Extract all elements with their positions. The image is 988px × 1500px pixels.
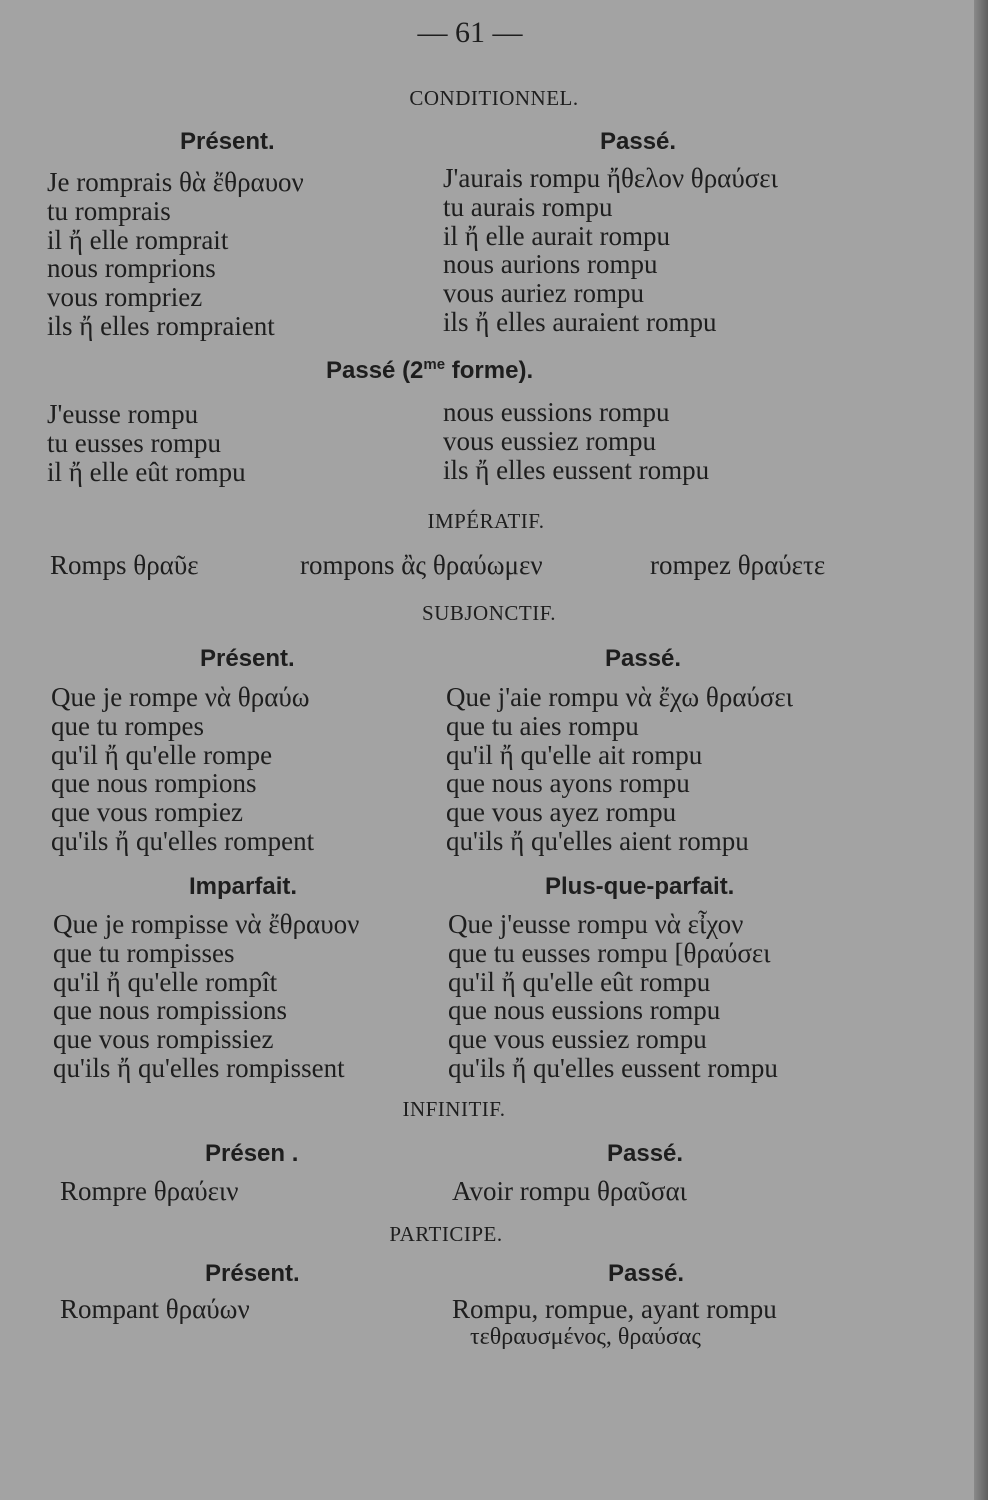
- conjugation-line: que tu rompes: [51, 710, 204, 741]
- conjugation-line: ils ἤ elles eussent rompu: [443, 454, 710, 485]
- heading-inf-passe: Passé.: [607, 1140, 684, 1167]
- heading-cond-present: Présent.: [180, 128, 275, 155]
- heading-part-passe: Passé.: [608, 1260, 685, 1287]
- cond-present-list: [47, 168, 304, 341]
- conjugation-line: vous eussiez rompu: [443, 425, 656, 456]
- subj-pqp-list: [448, 910, 778, 1083]
- cond-passe2-left-list: [47, 400, 246, 486]
- conjugation-line: que tu eusses rompu [θραύσει: [448, 937, 771, 968]
- subj-imparfait-list: [53, 910, 359, 1083]
- conjugation-line: Que je rompe νὰ θραύω: [51, 682, 310, 712]
- conjugation-line: Que j'aie rompu νὰ ἔχω θραύσει: [446, 682, 793, 712]
- conjugation-line: ils ἤ elles auraient rompu: [443, 306, 717, 337]
- heading-subj-plus-que-parfait: Plus-que-parfait.: [545, 873, 735, 900]
- conjugation-line: tu romprais: [47, 195, 171, 226]
- superscript: me: [423, 356, 446, 373]
- conjugation-line: que tu aies rompu: [446, 710, 639, 741]
- conjugation-line: il ἤ elle aurait rompu: [443, 220, 671, 251]
- conjugation-line: qu'il ἤ qu'elle rompît: [53, 966, 278, 997]
- conjugation-line: que nous eussions rompu: [448, 995, 721, 1026]
- page-edge-shadow: [974, 0, 988, 1500]
- conjugation-line: vous auriez rompu: [443, 278, 644, 309]
- heading-part: forme).: [451, 357, 534, 384]
- participe-passe-greek: τεθραυσμένος, θραύσας: [470, 1324, 701, 1350]
- conjugation-line: nous aurions rompu: [443, 249, 658, 280]
- conjugation-line: que tu rompisses: [53, 937, 235, 968]
- section-title-conditionnel: CONDITIONNEL.: [409, 86, 579, 110]
- conjugation-line: que vous rompiez: [51, 797, 243, 828]
- conjugation-line: tu aurais rompu: [443, 191, 613, 222]
- heading-cond-passe: Passé.: [600, 128, 677, 155]
- conjugation-line: que nous rompions: [51, 768, 257, 799]
- subj-passe-list: [446, 683, 793, 856]
- conjugation-line: que vous eussiez rompu: [448, 1024, 707, 1055]
- conjugation-line: vous rompriez: [47, 282, 203, 313]
- conjugation-line: Que je rompisse νὰ ἔθραυον: [53, 909, 360, 939]
- heading-part-present: Présent.: [205, 1260, 300, 1287]
- conjugation-line: que vous ayez rompu: [446, 797, 677, 828]
- infinitif-present-value: Rompre θραύειν: [60, 1176, 239, 1206]
- conjugation-line: qu'ils ἤ qu'elles rompissent: [53, 1052, 345, 1083]
- subj-present-list: [51, 683, 314, 856]
- section-title-participe: PARTICIPE.: [389, 1222, 503, 1246]
- participe-present-value: Rompant θραύων: [60, 1294, 250, 1324]
- conjugation-line: nous romprions: [47, 253, 216, 284]
- conjugation-line: nous eussions rompu: [443, 397, 670, 427]
- conjugation-line: qu'il ἤ qu'elle eût rompu: [448, 966, 711, 997]
- conjugation-line: qu'ils ἤ qu'elles aient rompu: [446, 825, 749, 856]
- heading-subj-imparfait: Imparfait.: [189, 873, 298, 900]
- conjugation-line: tu eusses rompu: [47, 427, 221, 458]
- imperatif-item: Romps θραῦε: [50, 550, 199, 580]
- conjugation-line: que nous rompissions: [53, 995, 288, 1026]
- heading-part: Passé (2: [326, 357, 424, 384]
- conjugation-line: J'aurais rompu ἤθελον θραύσει: [443, 163, 778, 193]
- cond-passe2-right-list: [443, 398, 709, 484]
- conjugation-line: Je romprais θὰ ἔθραυον: [47, 167, 304, 197]
- infinitif-passe-value: Avoir rompu θραῦσαι: [452, 1176, 687, 1206]
- section-title-infinitif: INFINITIF.: [402, 1097, 506, 1121]
- conjugation-line: qu'ils ἤ qu'elles eussent rompu: [448, 1052, 778, 1083]
- imperatif-item: rompez θραύετε: [650, 550, 826, 580]
- section-title-imperatif: IMPÉRATIF.: [427, 509, 545, 533]
- section-title-subjonctif: SUBJONCTIF.: [422, 601, 556, 625]
- heading-subj-passe: Passé.: [605, 645, 682, 672]
- conjugation-line: que vous rompissiez: [53, 1024, 274, 1055]
- conjugation-line: Que j'eusse rompu νὰ εἶχον: [448, 909, 744, 939]
- conjugation-line: qu'il ἤ qu'elle rompe: [51, 739, 273, 770]
- conjugation-line: ils ἤ elles rompraient: [47, 310, 275, 341]
- conjugation-line: il ἤ elle eût rompu: [47, 456, 246, 487]
- conjugation-line: que nous ayons rompu: [446, 768, 690, 799]
- conjugation-line: qu'il ἤ qu'elle ait rompu: [446, 739, 703, 770]
- conjugation-line: qu'ils ἤ qu'elles rompent: [51, 825, 315, 856]
- heading-inf-present: Présen .: [205, 1140, 299, 1167]
- heading-subj-present: Présent.: [200, 645, 295, 672]
- heading-cond-passe-2e-forme: [326, 356, 533, 385]
- page-number: — 61 —: [417, 16, 523, 49]
- cond-passe-list: [443, 164, 778, 337]
- imperatif-item: rompons ἂς θραύωμεν: [300, 550, 543, 580]
- participe-passe-value: Rompu, rompue, ayant rompu: [452, 1294, 777, 1324]
- conjugation-line: J'eusse rompu: [47, 399, 199, 429]
- conjugation-line: il ἤ elle romprait: [47, 224, 229, 255]
